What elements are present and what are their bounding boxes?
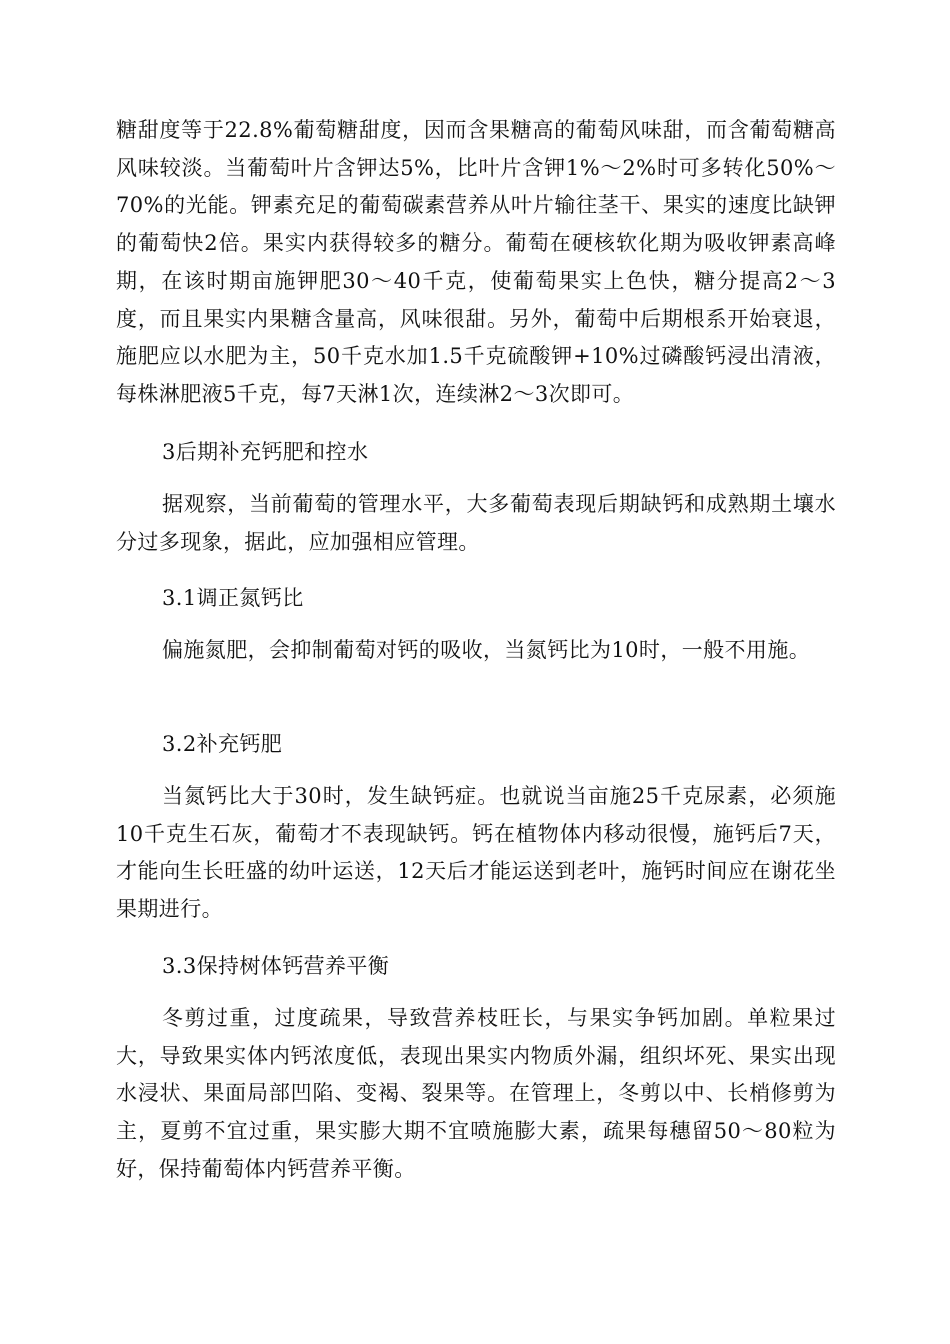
section-heading-3-3: 3.3保持树体钙营养平衡: [162, 954, 390, 978]
paragraph-calcium-fertilizer: 当氮钙比大于30时，发生缺钙症。也就说当亩施25千克尿素，必须施10千克生石灰，葡萄才不表现缺钙。钙在植物体内移动很慢，施钙后7天，才能向生长旺盛的幼叶运送，12天后才能运送到老叶，施钙时间应在谢花坐果期进行。: [116, 784, 836, 922]
paragraph-calcium-balance: 冬剪过重，过度疏果，导致营养枝旺长，与果实争钙加剧。单粒果过大，导致果实体内钙浓度低，表现出果实内物质外漏，组织坏死、果实出现水浸状、果面局部凹陷、变褐、裂果等。在管理上，冬剪以中、长梢修剪为主，夏剪不宜过重，果实膨大期不宜喷施膨大素，疏果每穗留50～80粒为好，保持葡萄体内钙营养平衡。: [116, 1006, 836, 1181]
paragraph-nitrogen-calcium-ratio: 偏施氮肥，会抑制葡萄对钙的吸收，当氮钙比为10时，一般不用施。: [162, 638, 811, 662]
section-heading-3-1: 3.1调正氮钙比: [162, 586, 304, 610]
paragraph-observation: 据观察，当前葡萄的管理水平，大多葡萄表现后期缺钙和成熟期土壤水分过多现象，据此，应加强相应管理。: [116, 492, 836, 554]
section-heading-3: 3后期补充钙肥和控水: [162, 440, 369, 464]
section-heading-3-2: 3.2补充钙肥: [162, 732, 283, 756]
paragraph-potassium: 糖甜度等于22.8%葡萄糖甜度，因而含果糖高的葡萄风味甜，而含葡萄糖高风味较淡。当葡萄叶片含钾达5%，比叶片含钾1%～2%时可多转化50%～70%的光能。钾素充足的葡萄碳素营养从叶片输往茎干、果实的速度比缺钾的葡萄快2倍。果实内获得较多的糖分。葡萄在硬核软化期为吸收钾素高峰期，在该时期亩施钾肥30～40千克，使葡萄果实上色快，糖分提高2～3度，而且果实内果糖含量高，风味很甜。另外，葡萄中后期根系开始衰退，施肥应以水肥为主，50千克水加1.5千克硫酸钾+10%过磷酸钙浸出清液，每株淋肥液5千克，每7天淋1次，连续淋2～3次即可。: [116, 118, 836, 406]
